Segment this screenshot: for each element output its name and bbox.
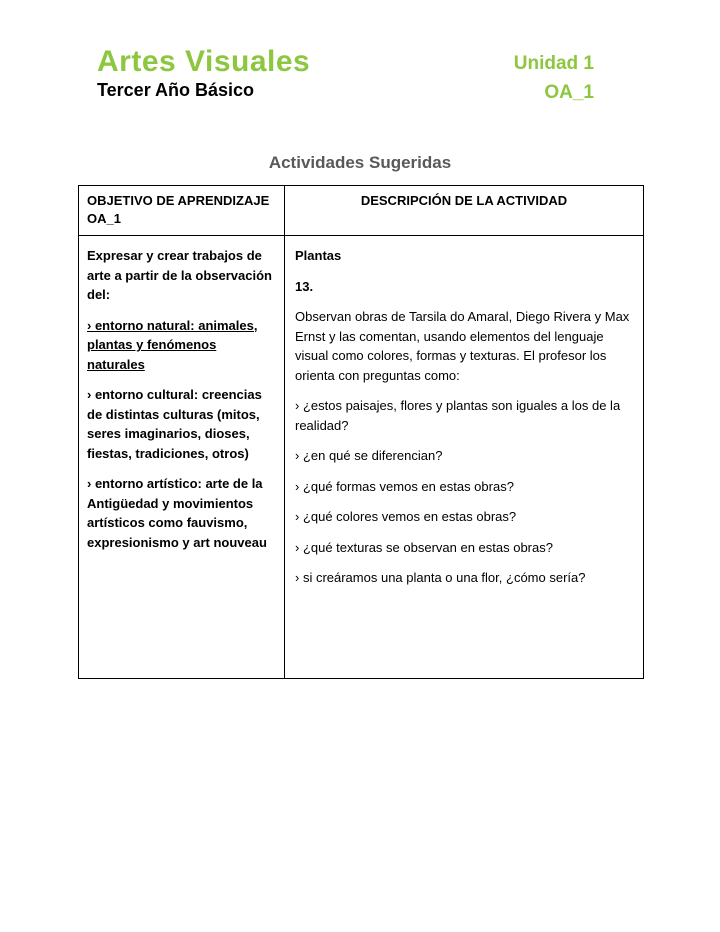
activity-question: › ¿en qué se diferencian? <box>295 448 443 464</box>
objective-item-natural: › entorno natural: animales, plantas y fenómenos naturales <box>87 317 258 372</box>
activity-question: › ¿qué formas vemos en estas obras? <box>295 478 514 494</box>
oa-code-label: OA_1 <box>544 81 594 103</box>
activity-topic: Plantas <box>295 248 342 264</box>
activity-description: Observan obras de Tarsila do Amaral, Diego Rivera y Max Ernst y las comentan, usando elementos del lenguaje visual como colores, formas y texturas. El profesor los orienta con preguntas como: <box>295 309 630 383</box>
section-title: Actividades Sugeridas <box>268 152 452 172</box>
objective-item-cultural: › entorno cultural: creencias de distintas culturas (mitos, seres imaginarios, dioses, fiestas, tradiciones, otros) <box>87 387 262 461</box>
unit-label: Unidad 1 <box>513 53 594 74</box>
document-header <box>0 0 720 105</box>
objective-item-artistic: › entorno artístico: arte de la Antigüedad y movimientos artísticos como fauvismo, expresionismo y art nouveau <box>87 476 267 550</box>
activity-question: › si creáramos una planta o una flor, ¿cómo sería? <box>295 570 586 586</box>
objective-cell <box>79 236 285 679</box>
description-column-header: DESCRIPCIÓN DE LA ACTIVIDAD <box>285 185 644 236</box>
activity-question: › ¿qué texturas se observan en estas obras? <box>295 539 553 555</box>
header-title-block <box>97 45 310 102</box>
objective-column-header: OBJETIVO DE APRENDIZAJE OA_1 <box>79 185 285 236</box>
document-title: Artes Visuales <box>97 45 311 78</box>
activity-description-cell <box>285 236 644 679</box>
activity-number: 13. <box>295 278 314 294</box>
document-subtitle: Tercer Año Básico <box>97 80 255 100</box>
activity-question: › ¿qué colores vemos en estas obras? <box>295 509 517 525</box>
table-header-row <box>79 185 644 236</box>
activity-question: › ¿estos paisajes, flores y plantas son iguales a los de la realidad? <box>295 398 621 433</box>
objective-intro: Expresar y crear trabajos de arte a partir de la observación del: <box>87 248 272 303</box>
header-unit-block <box>514 45 594 105</box>
activities-table <box>78 185 644 680</box>
table-row <box>79 236 644 679</box>
